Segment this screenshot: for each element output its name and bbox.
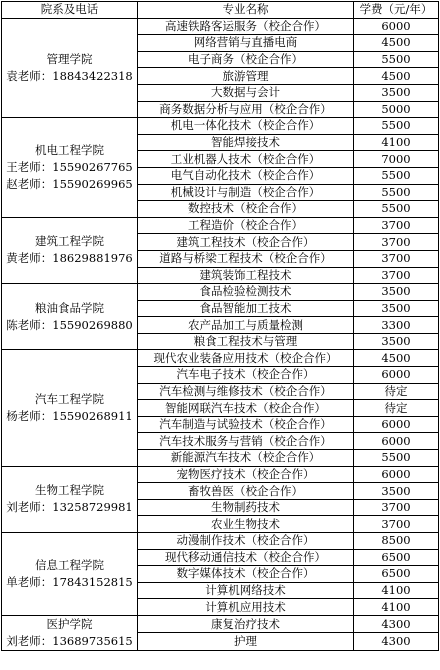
dept-contact: 袁老师：18843422318 [6, 68, 133, 83]
tuition-fee: 5500 [354, 201, 439, 218]
major-name: 新能源汽车技术（校企合作） [138, 450, 354, 467]
major-name: 汽车制造与试验技术（校企合作） [138, 416, 354, 433]
major-name: 电子商务（校企合作） [138, 51, 354, 68]
major-name: 商务数据分析与应用（校企合作） [138, 101, 354, 118]
major-name: 数控技术（校企合作） [138, 201, 354, 218]
major-name: 汽车检测与维修技术（校企合作） [138, 383, 354, 400]
major-name: 数字媒体技术（校企合作） [138, 566, 354, 583]
tuition-fee: 3500 [354, 284, 439, 301]
tuition-fee: 5500 [354, 450, 439, 467]
tuition-fee: 6000 [354, 466, 439, 483]
major-name: 汽车电子技术（校企合作） [138, 367, 354, 384]
tuition-fee: 3700 [354, 499, 439, 516]
table-row [2, 284, 439, 301]
dept-contact: 黄老师：18629881976 [6, 251, 133, 266]
tuition-fee: 4500 [354, 35, 439, 52]
major-name: 粮食工程技术与管理 [138, 333, 354, 350]
dept-name: 信息工程学院 [35, 557, 104, 572]
dept-contact: 杨老师：15590268911 [6, 409, 133, 424]
tuition-fee: 3700 [354, 250, 439, 267]
header-fee: 学费（元/年） [354, 2, 439, 19]
tuition-fee: 6500 [354, 549, 439, 566]
major-name: 机械设计与制造（校企合作） [138, 184, 354, 201]
major-name: 现代移动通信技术（校企合作） [138, 549, 354, 566]
major-name: 现代农业装备应用技术（校企合作） [138, 350, 354, 367]
dept-cell [2, 615, 138, 650]
dept-contact: 单老师：17843152815 [6, 574, 133, 589]
tuition-fee: 3700 [354, 267, 439, 284]
tuition-fee: 4300 [354, 633, 439, 651]
tuition-fee: 3500 [354, 333, 439, 350]
major-name: 计算机网络技术 [138, 582, 354, 599]
major-name: 计算机应用技术 [138, 599, 354, 616]
table-row [2, 18, 439, 35]
major-name: 建筑装饰工程技术 [138, 267, 354, 284]
tuition-fee: 4100 [354, 599, 439, 616]
major-name: 高速铁路客运服务（校企合作） [138, 18, 354, 35]
dept-name: 管理学院 [46, 51, 93, 66]
tuition-fee: 8500 [354, 533, 439, 550]
dept-contact: 刘老师：13258729981 [6, 500, 133, 515]
major-name: 旅游管理 [138, 68, 354, 85]
dept-contact: 陈老师：15590269880 [6, 317, 133, 332]
major-name: 康复治疗技术 [138, 615, 354, 633]
dept-contact: 赵老师：15590269965 [6, 176, 133, 191]
major-name: 护理 [138, 633, 354, 651]
table-row [2, 615, 439, 633]
header-dept: 院系及电话 [2, 2, 138, 19]
tuition-fee: 3700 [354, 516, 439, 533]
tuition-fee: 7000 [354, 151, 439, 168]
major-name: 道路与桥梁工程技术（校企合作） [138, 250, 354, 267]
header-row [2, 2, 439, 19]
dept-name: 生物工程学院 [35, 483, 104, 498]
tuition-fee: 6000 [354, 367, 439, 384]
major-name: 电气自动化技术（校企合作） [138, 167, 354, 184]
tuition-fee: 6000 [354, 416, 439, 433]
dept-name: 建筑工程学院 [35, 234, 104, 249]
tuition-fee: 3700 [354, 217, 439, 234]
dept-contact: 刘老师：13689735615 [6, 633, 133, 648]
major-name: 建筑工程技术（校企合作） [138, 234, 354, 251]
tuition-fee: 4100 [354, 582, 439, 599]
major-name: 生物制药技术 [138, 499, 354, 516]
major-name: 大数据与会计 [138, 84, 354, 101]
tuition-fee: 3500 [354, 300, 439, 317]
table-row [2, 533, 439, 550]
tuition-fee: 4100 [354, 134, 439, 151]
tuition-fee: 待定 [354, 400, 439, 417]
major-name: 网络营销与直播电商 [138, 35, 354, 52]
major-name: 食品检验检测技术 [138, 284, 354, 301]
dept-name: 汽车工程学院 [35, 392, 104, 407]
dept-cell [2, 118, 138, 218]
major-name: 宠物医疗技术（校企合作） [138, 466, 354, 483]
major-name: 智能网联汽车技术（校企合作） [138, 400, 354, 417]
tuition-fee: 3500 [354, 483, 439, 500]
tuition-fee: 5500 [354, 167, 439, 184]
tuition-fee: 3700 [354, 234, 439, 251]
major-name: 农业生物技术 [138, 516, 354, 533]
dept-cell [2, 533, 138, 616]
major-name: 智能焊接技术 [138, 134, 354, 151]
tuition-fee: 5000 [354, 101, 439, 118]
tuition-fee: 4500 [354, 68, 439, 85]
tuition-fee: 6500 [354, 566, 439, 583]
table-row [2, 217, 439, 234]
tuition-fee: 4500 [354, 350, 439, 367]
major-name: 食品智能加工技术 [138, 300, 354, 317]
tuition-fee: 6000 [354, 18, 439, 35]
dept-cell [2, 350, 138, 466]
table-row [2, 350, 439, 367]
major-name: 畜牧兽医（校企合作） [138, 483, 354, 500]
header-major: 专业名称 [138, 2, 354, 19]
tuition-table [1, 1, 439, 651]
dept-cell [2, 466, 138, 532]
major-name: 农产品加工与质量检测 [138, 317, 354, 334]
table-row [2, 118, 439, 135]
dept-cell [2, 18, 138, 118]
major-name: 汽车技术服务与营销（校企合作） [138, 433, 354, 450]
major-name: 动漫制作技术（校企合作） [138, 533, 354, 550]
tuition-fee: 5500 [354, 184, 439, 201]
dept-name: 医护学院 [46, 616, 93, 631]
dept-cell [2, 284, 138, 350]
major-name: 机电一体化技术（校企合作） [138, 118, 354, 135]
tuition-fee: 5500 [354, 118, 439, 135]
tuition-fee: 4300 [354, 615, 439, 633]
table-body [2, 18, 439, 650]
major-name: 工业机器人技术（校企合作） [138, 151, 354, 168]
dept-name: 机电工程学院 [35, 142, 104, 157]
tuition-fee: 6000 [354, 433, 439, 450]
tuition-fee: 5500 [354, 51, 439, 68]
dept-name: 粮油食品学院 [35, 300, 104, 315]
dept-cell [2, 217, 138, 283]
tuition-fee: 待定 [354, 383, 439, 400]
major-name: 工程造价（校企合作） [138, 217, 354, 234]
dept-contact: 王老师：15590267765 [6, 159, 133, 174]
tuition-fee: 3500 [354, 84, 439, 101]
tuition-fee: 3300 [354, 317, 439, 334]
table-row [2, 466, 439, 483]
